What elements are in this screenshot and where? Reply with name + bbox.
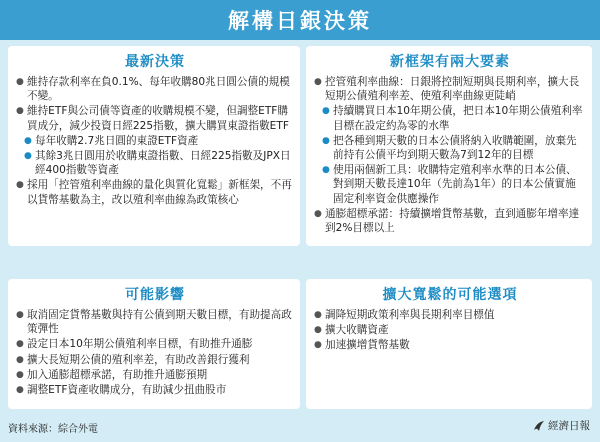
sub-bullet-item: ● 持續購買日本10年期公債，把日本10年期公債殖利率目標在設定約為零的水準 <box>314 104 586 132</box>
bullet-item: ● 維持存款利率在負0.1%、每年收購80兆日圓公債的規模不變。 <box>16 75 294 103</box>
page-title: 解構日銀決策 <box>228 9 372 33</box>
panel-title: 最新決策 <box>125 54 185 70</box>
sub-bullet-item: ● 使用兩個新工具：收購特定殖利率水準的日本公債、對到期天數長達10年（先前為1年）的日本公債實施固定利率資金供應操作 <box>314 163 586 206</box>
panel-possible-impact <box>8 279 300 409</box>
panel-title: 擴大寬鬆的可能選項 <box>382 287 518 303</box>
panel-easing-options <box>306 279 592 409</box>
bullet-item: ● 控管殖利率曲線：日銀將控制短期與長期利率，擴大長短期公債殖利率差、使殖利率曲線更陡峭 <box>314 75 586 103</box>
bullet-item: ● 擴大收購資產 <box>314 323 586 337</box>
brand-name: 經濟日報 <box>548 420 590 432</box>
panel-latest-decision <box>8 46 300 246</box>
bullet-item: ● 採用「控管殖利率曲線的量化與質化寬鬆」新框架，不再以貨幣基數為主，改以殖利率曲線為政策核心 <box>16 178 294 206</box>
bullet-item: ● 維持ETF與公司債等資產的收購規模不變，但調整ETF購買成分，減少投資日經225指數，擴大購買東證指數ETF <box>16 104 294 132</box>
panel-title: 新框架有兩大要素 <box>390 54 510 70</box>
bullet-item: ● 通膨超標承諾：持續擴增貨幣基數，直到通膨年增率達到2%目標以上 <box>314 207 586 235</box>
brand-credit <box>533 418 590 433</box>
sub-bullet-item: ● 每年收購2.7兆日圓的東證ETF資產 <box>16 134 294 148</box>
sub-bullet-item: ● 其餘3兆日圓用於收購東證指數、日經225指數及JPX日經400指數等資產 <box>16 149 294 177</box>
possible-impact-list <box>16 308 294 397</box>
new-framework-list <box>314 75 586 235</box>
latest-decision-list <box>16 75 294 207</box>
bullet-item: ● 取消固定貨幣基數與持有公債到期天數目標，有助提高政策彈性 <box>16 308 294 336</box>
sub-bullet-item: ● 把各種到期天數的日本公債將納入收購範圍，放棄先前持有公債平均到期天數為7到12年的目標 <box>314 134 586 162</box>
panel-new-framework <box>306 46 592 246</box>
panel-title: 可能影響 <box>125 287 185 303</box>
bullet-item: ● 調降短期政策利率與長期利率目標值 <box>314 308 586 322</box>
header-banner <box>0 0 600 40</box>
brand-logo-icon <box>533 420 545 432</box>
bullet-item: ● 擴大長短期公債的殖利率差，有助改善銀行獲利 <box>16 353 294 367</box>
bullet-item: ● 調整ETF資產收購成分，有助減少扭曲股市 <box>16 383 294 397</box>
bullet-item: ● 加速擴增貨幣基數 <box>314 338 586 352</box>
easing-options-list <box>314 308 586 353</box>
source-note: 資料來源：綜合外電 <box>8 424 98 435</box>
bullet-item: ● 設定日本10年期公債殖利率目標，有助推升通膨 <box>16 337 294 351</box>
bullet-item: ● 加入通膨超標承諾，有助推升通膨預期 <box>16 368 294 382</box>
